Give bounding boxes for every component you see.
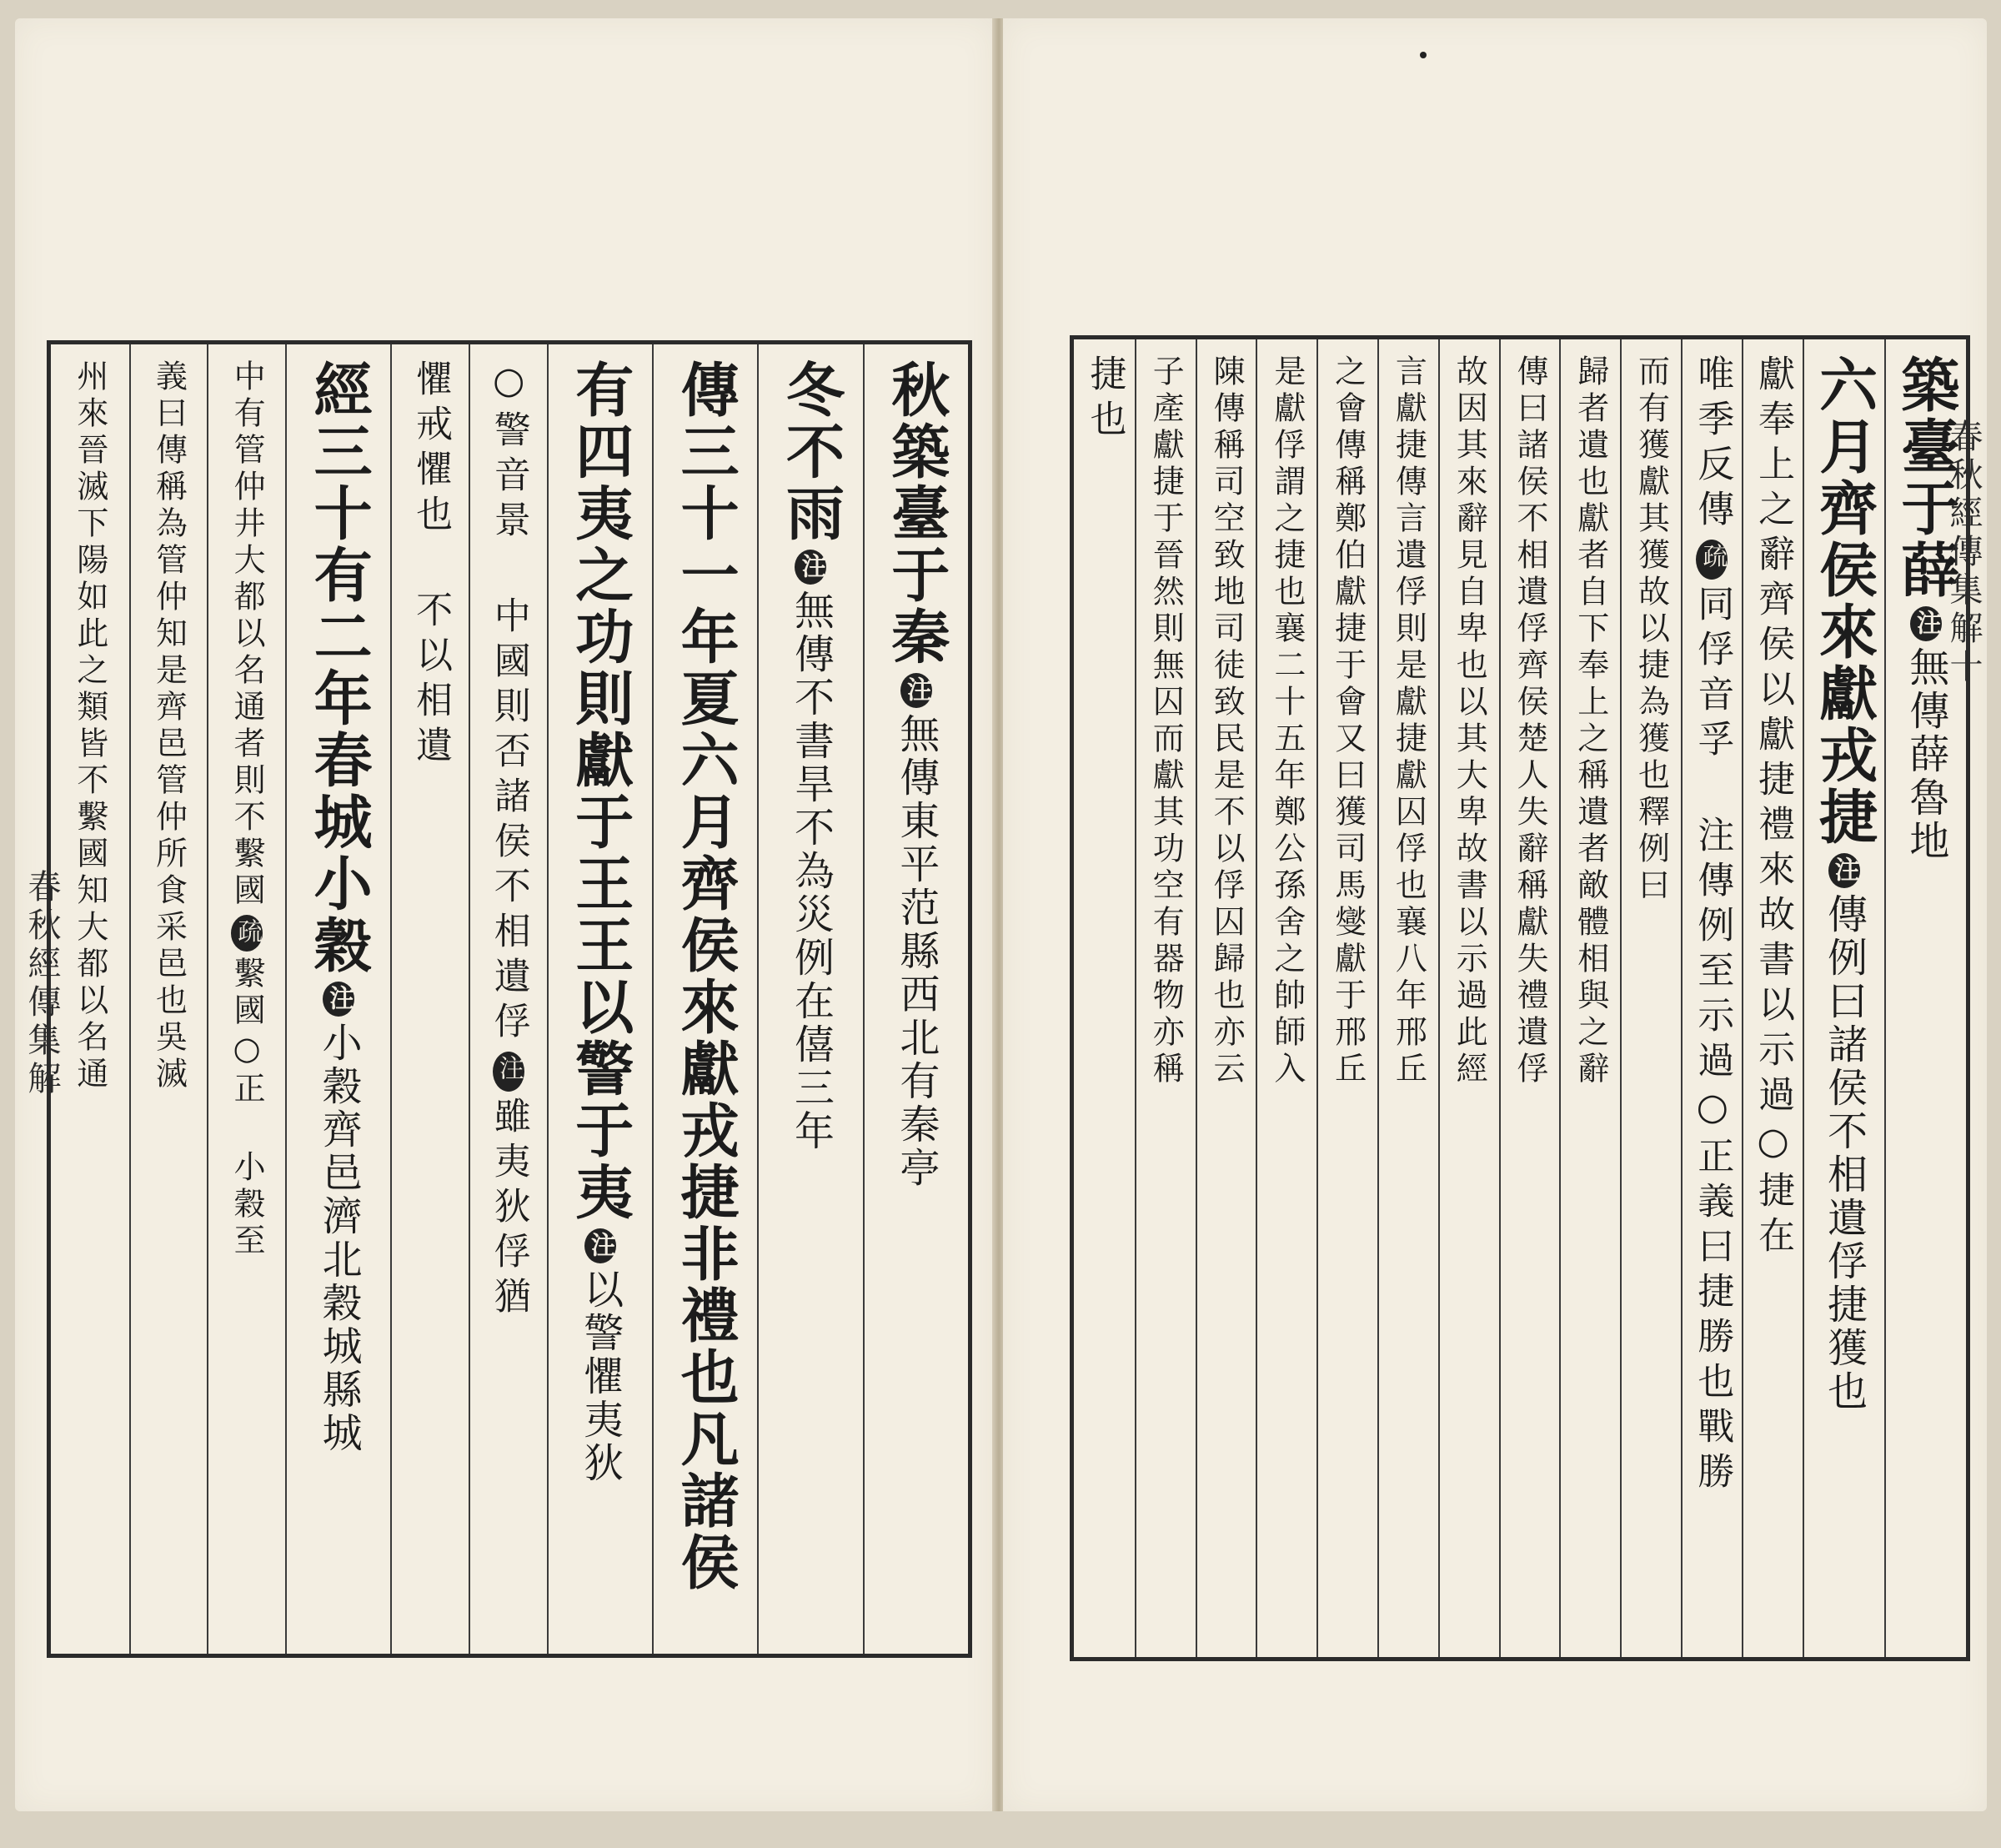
left-column-2	[757, 344, 862, 1654]
right-column-11	[1256, 339, 1316, 1657]
right-column-3	[1742, 339, 1803, 1657]
right-column-14	[1074, 339, 1135, 1657]
commentary-text: 無傳薛魯地	[1902, 646, 1949, 863]
main-text: 之會傳稱鄭伯獻捷于會又曰獲司馬燮獻于邢丘	[1329, 354, 1367, 1088]
main-text: 故因其來辭見自卑也以其大卑故書以示過此經	[1451, 354, 1488, 1088]
commentary-text: 同俘音孚 注傳例至示過○正義曰捷勝也戰勝	[1691, 585, 1734, 1497]
right-column-text	[1083, 339, 1126, 1657]
right-column-text	[1268, 339, 1306, 1657]
main-text: 冬不雨	[776, 359, 846, 545]
commentary-text: 無傳不書旱不為災例在僖三年	[787, 590, 835, 1153]
left-column-3	[652, 344, 757, 1654]
right-text-frame	[1070, 335, 1970, 1661]
annotation-badge: 疏	[1696, 540, 1728, 580]
left-text-frame	[47, 340, 972, 1658]
main-text: 懼戒懼也 不以相遺	[409, 359, 453, 771]
right-column-text	[1390, 339, 1427, 1657]
left-column-7	[285, 344, 390, 1654]
left-column-5	[469, 344, 547, 1654]
main-text: 築臺于薛	[1891, 354, 1961, 601]
right-column-text	[1329, 339, 1367, 1657]
main-text: 言獻捷傳言遺俘則是獻捷獻囚俘也襄八年邢丘	[1390, 354, 1427, 1088]
left-column-text	[304, 344, 374, 1654]
right-column-text	[1572, 339, 1609, 1657]
right-column-8	[1438, 339, 1499, 1657]
main-text: 唯季反傳	[1691, 354, 1734, 535]
right-column-text	[1511, 339, 1548, 1657]
main-text: 義曰傳稱為管仲知是齊邑管仲所食采邑也吳滅	[150, 359, 188, 1093]
main-text: 傳三十一年夏六月齊侯來獻戎捷非禮也凡諸侯	[671, 359, 741, 1594]
right-column-10	[1316, 339, 1377, 1657]
left-column-text	[71, 344, 108, 1654]
left-column-text	[409, 344, 453, 1654]
left-column-6	[390, 344, 469, 1654]
right-column-2	[1803, 339, 1884, 1657]
commentary-text: 無傳東平范縣西北有秦亭	[892, 713, 940, 1190]
commentary-text: 以警懼夷狄	[576, 1268, 624, 1485]
main-text: ○警音景 中國則否諸侯不相遺俘	[487, 359, 530, 1047]
right-column-text	[1632, 339, 1670, 1657]
annotation-badge: 注	[900, 673, 932, 708]
annotation-badge: 注	[323, 982, 354, 1017]
annotation-badge: 注	[1828, 853, 1860, 888]
main-text: 州來晉滅下陽如此之類皆不繫國知大都以名通	[71, 359, 108, 1093]
right-column-5	[1620, 339, 1681, 1657]
annotation-badge: 注	[795, 550, 826, 585]
right-column-text	[1147, 339, 1185, 1657]
right-page	[1003, 18, 1987, 1811]
left-column-text	[565, 344, 635, 1654]
right-column-4	[1681, 339, 1742, 1657]
left-column-9	[129, 344, 208, 1654]
ink-speck	[1420, 52, 1427, 58]
right-columns	[1074, 339, 1966, 1657]
right-margin-note: 春秋經傳集解十	[1944, 419, 1983, 687]
main-text: 陳傳稱司空致地司徒致民是不以俘囚歸也亦云	[1208, 354, 1246, 1088]
main-text: 子產獻捷于晉然則無囚而獻其功空有器物亦稱	[1147, 354, 1185, 1088]
commentary-text: 雖夷狄俘猶	[487, 1097, 530, 1322]
right-column-9	[1377, 339, 1438, 1657]
left-column-8	[207, 344, 285, 1654]
left-column-text	[228, 344, 266, 1654]
annotation-badge: 注	[493, 1052, 524, 1092]
main-text: 六月齊侯來獻戎捷	[1809, 354, 1879, 848]
left-column-4	[547, 344, 652, 1654]
right-column-text	[1208, 339, 1246, 1657]
commentary-text: 小穀齊邑濟北穀城縣城	[315, 1022, 363, 1455]
right-column-text	[1451, 339, 1488, 1657]
main-text: 而有獲獻其獲故以捷為獲也釋例曰	[1632, 354, 1670, 905]
left-margin-note: 春秋經傳集解	[23, 869, 61, 1099]
commentary-text: 傳例曰諸侯不相遺俘捷獲也	[1820, 893, 1868, 1414]
main-text: 傳曰諸侯不相遺俘齊侯楚人失辭稱獻失禮遺俘	[1511, 354, 1548, 1088]
main-text: 獻奉上之辭齊侯以獻捷禮來故書以示過○捷在	[1752, 354, 1795, 1261]
annotation-badge: 注	[584, 1228, 616, 1263]
right-column-text	[1752, 339, 1795, 1657]
left-column-text	[671, 344, 741, 1654]
right-column-13	[1135, 339, 1196, 1657]
left-column-text	[881, 344, 951, 1654]
left-column-text	[776, 344, 846, 1654]
main-text: 歸者遺也獻者自下奉上之稱遺者敵體相與之辭	[1572, 354, 1609, 1088]
main-text: 有四夷之功則獻于王王以警于夷	[565, 359, 635, 1223]
annotation-badge: 注	[1910, 606, 1942, 641]
main-text: 經三十有二年春城小穀	[304, 359, 374, 977]
annotation-badge: 疏	[231, 915, 263, 952]
left-column-text	[487, 344, 530, 1654]
right-column-text	[1809, 339, 1879, 1657]
main-text: 是獻俘謂之捷也襄二十五年鄭公孫舍之帥師入	[1268, 354, 1306, 1088]
right-column-text	[1691, 339, 1734, 1657]
left-columns	[51, 344, 968, 1654]
left-column-1	[863, 344, 968, 1654]
right-column-7	[1499, 339, 1560, 1657]
main-text: 捷也	[1083, 354, 1126, 444]
right-column-12	[1196, 339, 1256, 1657]
left-page	[15, 18, 995, 1811]
right-column-6	[1559, 339, 1620, 1657]
main-text: 中有管仲井大都以名通者則不繫國	[228, 359, 266, 910]
main-text: 秋築臺于秦	[881, 359, 951, 668]
commentary-text: 繫國○正 小穀至	[228, 957, 266, 1260]
left-column-text	[150, 344, 188, 1654]
